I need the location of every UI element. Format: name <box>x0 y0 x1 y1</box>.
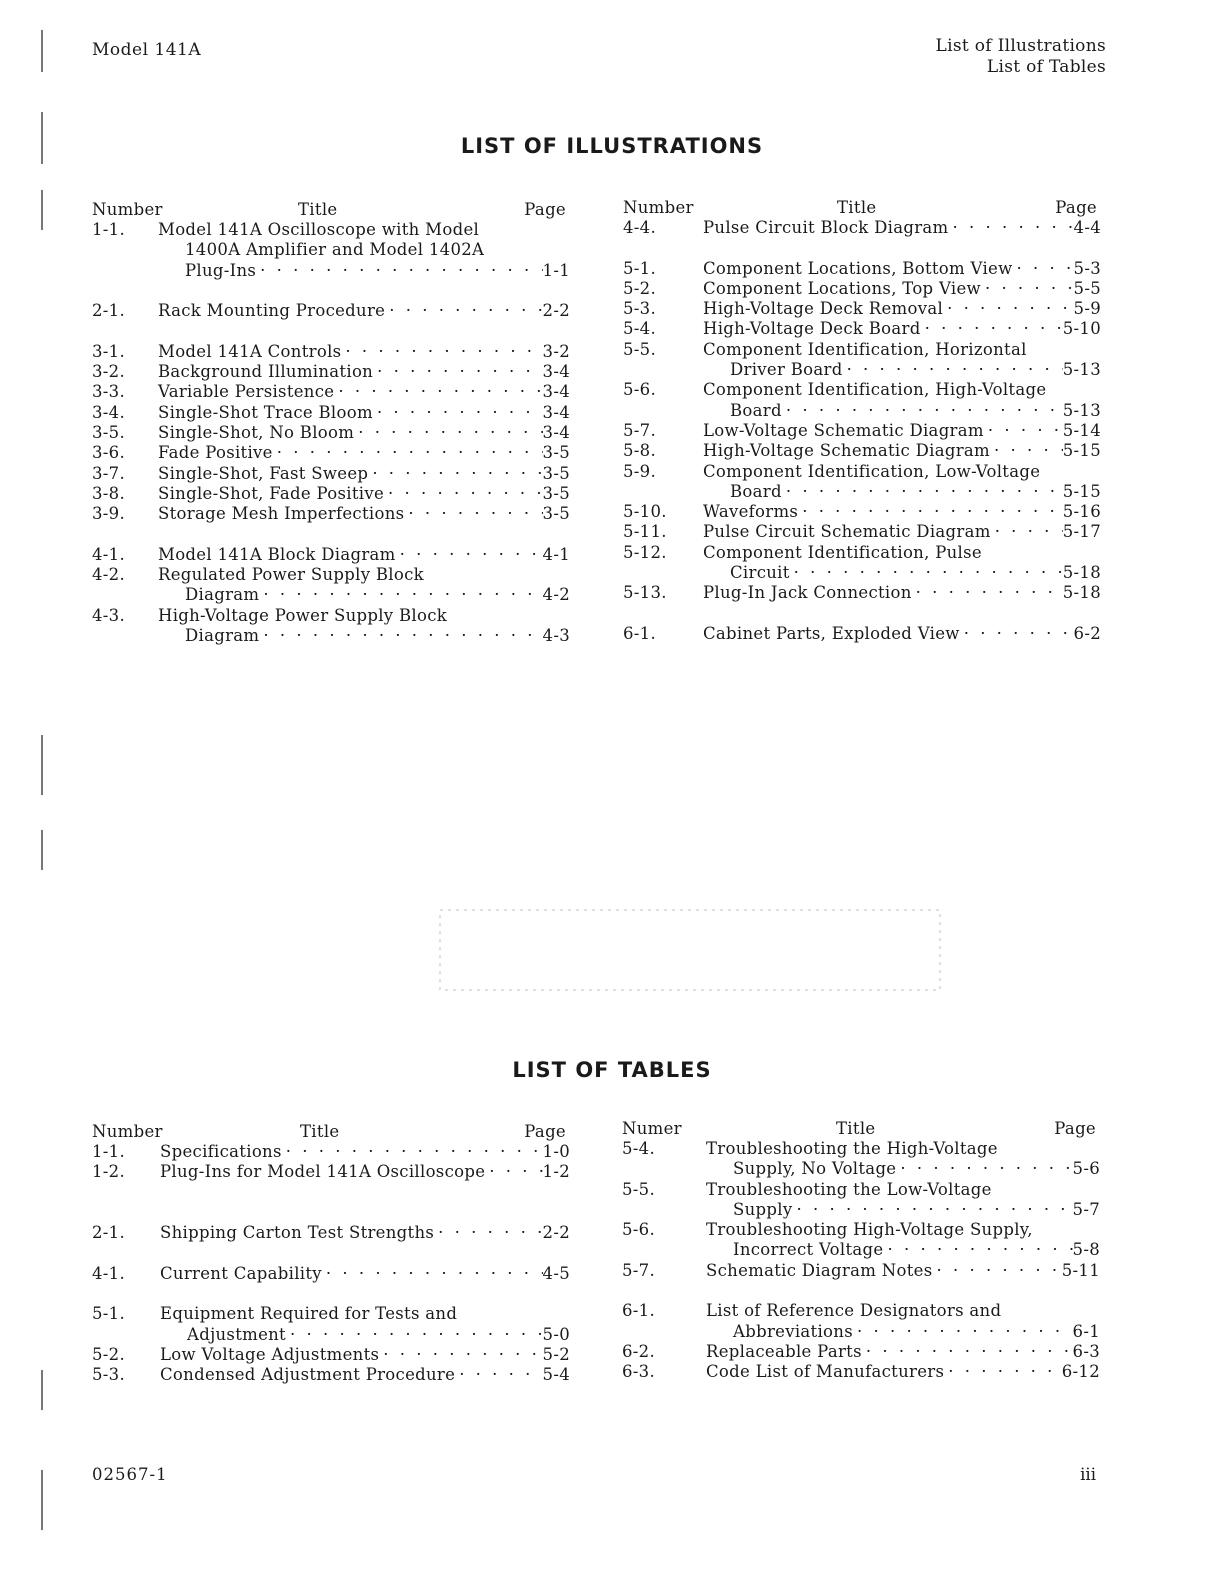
header-page: Page <box>1054 1119 1096 1138</box>
entry-title: Code List of Manufacturers <box>706 1362 945 1382</box>
entry-page: 6-2 <box>1073 623 1101 643</box>
entry-page: 5-4 <box>542 1365 570 1385</box>
list-entry <box>622 1261 1100 1281</box>
dot-leader <box>455 1365 542 1385</box>
entry-page: 5-13 <box>1062 400 1101 420</box>
entry-page: 5-14 <box>1062 420 1101 440</box>
entry-title: Pulse Circuit Block Diagram <box>703 218 949 237</box>
entry-page: 5-17 <box>1062 522 1101 542</box>
entry-page: 5-3 <box>1073 258 1101 278</box>
entry-number: 5-3. <box>623 299 657 319</box>
dot-leader <box>259 626 542 646</box>
entry-title: Adjustment <box>187 1324 286 1344</box>
entry-title: List of Reference Designators and <box>706 1301 1002 1321</box>
dot-leader <box>341 342 542 362</box>
list-entry <box>623 462 1101 503</box>
entry-title: Pulse Circuit Schematic Diagram <box>703 522 991 542</box>
dot-leader <box>981 279 1074 299</box>
entry-number: 5-7. <box>622 1260 656 1280</box>
header-title: Title <box>300 1122 340 1141</box>
entry-page: 5-11 <box>1061 1260 1100 1280</box>
entry-page: 5-9 <box>1073 299 1101 319</box>
dot-leader <box>991 522 1063 542</box>
entry-page: 5-2 <box>542 1344 570 1364</box>
dot-leader <box>949 218 1074 238</box>
dot-leader <box>921 319 1063 339</box>
entry-title: Replaceable Parts <box>706 1341 862 1361</box>
dot-leader <box>1013 259 1074 279</box>
entry-title: Cabinet Parts, Exploded View <box>703 623 960 643</box>
entry-title: Plug-Ins for Model 141A Oscilloscope <box>160 1162 486 1182</box>
entry-number: 5-9. <box>623 461 657 481</box>
list-entry <box>623 522 1101 542</box>
entry-title: High-Voltage Power Supply Block <box>158 605 448 625</box>
dot-leader <box>322 1264 543 1284</box>
entry-title: Supply <box>733 1199 793 1219</box>
entry-title: Troubleshooting High-Voltage Supply, <box>706 1220 1033 1240</box>
entry-number: 5-3. <box>92 1365 126 1385</box>
entry-number: 5-4. <box>622 1139 656 1158</box>
entry-number: 5-1. <box>623 258 657 278</box>
dot-leader <box>379 1345 542 1365</box>
entry-title: Plug-Ins <box>185 260 257 280</box>
column-headers <box>622 1119 1100 1139</box>
list-entry <box>92 342 570 362</box>
entry-page: 3-4 <box>542 422 570 442</box>
entry-number: 4-3. <box>92 605 126 625</box>
dot-leader <box>782 482 1063 502</box>
entry-number: 3-4. <box>92 402 126 422</box>
column-headers <box>623 198 1101 218</box>
entry-number: 3-8. <box>92 483 126 503</box>
dot-leader <box>883 1240 1072 1260</box>
entry-number: 5-2. <box>623 278 657 298</box>
header-page: Page <box>1055 198 1097 217</box>
entry-page: 5-6 <box>1072 1159 1100 1179</box>
entry-title: Component Locations, Bottom View <box>703 258 1013 278</box>
entry-title: Model 141A Block Diagram <box>158 544 396 564</box>
tables-left-column <box>92 1122 570 1386</box>
entry-number: 1-1. <box>92 1142 126 1161</box>
entry-page: 3-5 <box>542 463 570 483</box>
entry-page: 5-7 <box>1072 1199 1100 1219</box>
entry-number: 4-4. <box>623 218 657 237</box>
list-entry <box>92 423 570 443</box>
entry-title: Diagram <box>185 625 260 645</box>
entry-title: Condensed Adjustment Procedure <box>160 1365 456 1385</box>
entry-number: 3-3. <box>92 382 126 402</box>
binder-margin-line <box>41 190 43 230</box>
entry-title: Variable Persistence <box>158 382 335 402</box>
list-entry <box>92 1365 570 1385</box>
dot-leader <box>798 502 1063 522</box>
dot-leader <box>256 261 542 281</box>
entry-title: Regulated Power Supply Block <box>158 565 424 585</box>
entry-page: 3-5 <box>542 443 570 463</box>
entry-title: Component Identification, Low-Voltage <box>703 461 1041 481</box>
list-entry <box>623 299 1101 319</box>
list-entry <box>92 1223 570 1243</box>
illustrations-left-list <box>92 220 570 646</box>
list-entry <box>92 464 570 484</box>
entry-title: Specifications <box>160 1142 282 1161</box>
list-entry <box>622 1301 1100 1342</box>
dot-leader <box>282 1142 543 1162</box>
entry-page: 1-1 <box>542 260 570 280</box>
entry-title: Single-Shot, Fade Positive <box>158 483 385 503</box>
list-entry <box>623 218 1101 238</box>
entry-page: 5-15 <box>1062 481 1101 501</box>
dot-leader <box>373 403 543 423</box>
list-entry <box>92 545 570 565</box>
dot-leader <box>485 1162 542 1182</box>
entry-number: 5-12. <box>623 542 667 562</box>
entry-number: 4-1. <box>92 544 126 564</box>
document-number: 02567-1 <box>92 1465 168 1484</box>
page-number: iii <box>1080 1465 1096 1484</box>
entry-title: Supply, No Voltage <box>733 1159 897 1179</box>
entry-title: High-Voltage Schematic Diagram <box>703 441 990 461</box>
list-entry <box>92 565 570 606</box>
illustrations-left-column <box>92 200 570 646</box>
entry-title: Component Identification, Horizontal <box>703 339 1027 359</box>
dot-leader <box>843 360 1063 380</box>
entry-number: 4-2. <box>92 565 126 585</box>
entry-page: 1-0 <box>542 1142 570 1161</box>
entry-page: 2-2 <box>542 1223 570 1243</box>
entry-page: 3-4 <box>542 402 570 422</box>
entry-title: High-Voltage Deck Removal <box>703 299 944 319</box>
tables-left-list <box>92 1142 570 1386</box>
list-entry <box>622 1220 1100 1261</box>
binder-margin-line <box>41 735 43 795</box>
entry-number: 5-11. <box>623 522 667 542</box>
list-entry <box>623 624 1101 644</box>
entry-page: 5-5 <box>1073 278 1101 298</box>
entry-title: Component Identification, Pulse <box>703 542 982 562</box>
entry-title: Low Voltage Adjustments <box>160 1344 380 1364</box>
list-entry <box>92 1142 570 1162</box>
list-entry <box>623 543 1101 584</box>
tables-right-list <box>622 1139 1100 1383</box>
entry-number: 3-9. <box>92 504 126 524</box>
list-entry <box>92 606 570 647</box>
entry-title: Board <box>730 400 782 420</box>
entry-number: 3-1. <box>92 341 126 361</box>
entry-number: 3-7. <box>92 463 126 483</box>
entry-page: 4-1 <box>542 544 570 564</box>
entry-page: 3-5 <box>542 504 570 524</box>
list-entry <box>92 484 570 504</box>
entry-page: 3-4 <box>542 362 570 382</box>
entry-page: 2-2 <box>542 301 570 321</box>
list-entry <box>622 1362 1100 1382</box>
dot-leader <box>384 484 543 504</box>
entry-number: 5-10. <box>623 502 667 522</box>
entry-title: Background Illumination <box>158 362 374 382</box>
entry-page: 4-2 <box>542 585 570 605</box>
entry-number: 3-6. <box>92 443 126 463</box>
entry-number: 5-6. <box>623 380 657 400</box>
illustrations-title: LIST OF ILLUSTRATIONS <box>460 134 764 158</box>
list-entry <box>623 421 1101 441</box>
list-entry <box>92 301 570 321</box>
entry-title: Single-Shot, No Bloom <box>158 422 355 442</box>
dot-leader <box>368 464 542 484</box>
entry-title: Board <box>730 481 782 501</box>
entry-page: 3-5 <box>542 483 570 503</box>
entry-title: Incorrect Voltage <box>733 1240 884 1260</box>
dot-leader <box>434 1223 542 1243</box>
column-headers <box>92 200 570 220</box>
list-entry <box>623 259 1101 279</box>
illustrations-right-column <box>623 198 1101 644</box>
entry-page: 5-13 <box>1062 360 1101 380</box>
entry-page: 5-18 <box>1062 583 1101 603</box>
entry-page: 5-0 <box>542 1324 570 1344</box>
list-entry <box>92 504 570 524</box>
entry-number: 4-1. <box>92 1263 126 1283</box>
entry-number: 3-2. <box>92 362 126 382</box>
list-entry <box>622 1139 1100 1180</box>
entry-title: Single-Shot Trace Bloom <box>158 402 373 422</box>
entry-title: Storage Mesh Imperfections <box>158 504 405 524</box>
entry-number: 1-1. <box>92 220 126 239</box>
dot-leader <box>943 299 1073 319</box>
dot-leader <box>273 443 543 463</box>
entry-title: Model 141A Controls <box>158 341 342 361</box>
binder-margin-line <box>41 30 43 72</box>
dot-leader <box>932 1261 1061 1281</box>
column-headers <box>92 1122 570 1142</box>
entry-number: 5-8. <box>623 441 657 461</box>
entry-number: 3-5. <box>92 422 126 442</box>
entry-number: 6-1. <box>622 1301 656 1321</box>
list-entry <box>623 279 1101 299</box>
entry-number: 6-1. <box>623 623 657 643</box>
list-entry <box>92 1345 570 1365</box>
entry-title: Single-Shot, Fast Sweep <box>158 463 369 483</box>
entry-title: High-Voltage Deck Board <box>703 319 921 339</box>
illustrations-right-list <box>623 218 1101 644</box>
entry-page: 4-4 <box>1073 218 1101 237</box>
list-entry <box>92 362 570 382</box>
dot-leader <box>944 1362 1061 1382</box>
entry-title: Current Capability <box>160 1263 322 1283</box>
dot-leader <box>862 1342 1073 1362</box>
dot-leader <box>984 421 1063 441</box>
dot-leader <box>990 441 1063 461</box>
binder-margin-line <box>41 830 43 870</box>
entry-title: Diagram <box>185 585 260 605</box>
entry-page: 5-18 <box>1062 563 1101 583</box>
entry-number: 5-6. <box>622 1220 656 1240</box>
entry-page: 4-5 <box>542 1263 570 1283</box>
entry-title: 1400A Amplifier and Model 1402A <box>185 240 485 260</box>
entry-number: 1-2. <box>92 1162 126 1182</box>
entry-number: 5-7. <box>623 420 657 440</box>
header-page: Page <box>524 200 566 219</box>
header-section-labels <box>936 36 1106 78</box>
entry-number: 2-1. <box>92 301 126 321</box>
entry-page: 1-2 <box>542 1162 570 1182</box>
header-list-of-illustrations: List of Illustrations <box>935 36 1106 56</box>
entry-title: Abbreviations <box>733 1321 853 1341</box>
dot-leader <box>373 362 542 382</box>
dot-leader <box>960 624 1074 644</box>
dot-leader <box>354 423 542 443</box>
entry-number: 5-4. <box>623 319 657 339</box>
dot-leader <box>404 504 542 524</box>
dot-leader <box>259 585 542 605</box>
entry-page: 3-2 <box>542 341 570 361</box>
entry-page: 5-15 <box>1062 441 1101 461</box>
header-number: Number <box>92 1122 163 1141</box>
header-number: Number <box>623 198 694 217</box>
entry-page: 5-8 <box>1072 1240 1100 1260</box>
tables-right-column <box>622 1119 1100 1383</box>
list-entry <box>92 382 570 402</box>
entry-title: Waveforms <box>703 502 799 522</box>
dot-leader <box>782 401 1063 421</box>
entry-title: Schematic Diagram Notes <box>706 1260 933 1280</box>
entry-title: Rack Mounting Procedure <box>158 301 386 321</box>
entry-page: 3-4 <box>542 382 570 402</box>
list-entry <box>623 441 1101 461</box>
list-entry <box>92 220 570 281</box>
list-entry <box>92 443 570 463</box>
header-title: Title <box>298 200 338 219</box>
entry-number: 6-2. <box>622 1341 656 1361</box>
faint-stamp-mark <box>430 900 950 1000</box>
dot-leader <box>790 563 1063 583</box>
entry-number: 5-13. <box>623 583 667 603</box>
tables-title: LIST OF TABLES <box>512 1058 712 1082</box>
entry-title: Circuit <box>730 563 790 583</box>
dot-leader <box>396 545 543 565</box>
header-number: Numer <box>622 1119 682 1138</box>
list-entry <box>623 380 1101 421</box>
header-list-of-tables: List of Tables <box>986 57 1106 77</box>
list-entry <box>92 1162 570 1182</box>
binder-margin-line <box>41 1370 43 1410</box>
entry-number: 2-1. <box>92 1223 126 1243</box>
header-page: Page <box>524 1122 566 1141</box>
entry-number: 5-2. <box>92 1344 126 1364</box>
binder-margin-line <box>41 1470 43 1530</box>
entry-number: 5-5. <box>622 1179 656 1199</box>
entry-title: Low-Voltage Schematic Diagram <box>703 420 984 440</box>
entry-title: Troubleshooting the High-Voltage <box>706 1139 998 1158</box>
dot-leader <box>385 301 542 321</box>
header-title: Title <box>837 198 877 217</box>
dot-leader <box>912 583 1063 603</box>
entry-number: 5-5. <box>623 339 657 359</box>
dot-leader <box>286 1325 543 1345</box>
list-entry <box>623 502 1101 522</box>
header-model: Model 141A <box>92 40 202 60</box>
entry-title: Component Identification, High-Voltage <box>703 380 1047 400</box>
entry-page: 6-12 <box>1061 1362 1100 1382</box>
list-entry <box>623 583 1101 603</box>
entry-title: Component Locations, Top View <box>703 278 981 298</box>
list-entry <box>92 403 570 423</box>
header-title: Title <box>836 1119 876 1138</box>
entry-page: 4-3 <box>542 625 570 645</box>
entry-page: 5-16 <box>1062 502 1101 522</box>
entry-title: Driver Board <box>730 360 843 380</box>
list-entry <box>623 340 1101 381</box>
list-entry <box>92 1304 570 1345</box>
dot-leader <box>792 1200 1072 1220</box>
list-entry <box>92 1264 570 1284</box>
dot-leader <box>896 1159 1072 1179</box>
header-number: Number <box>92 200 163 219</box>
list-entry <box>622 1342 1100 1362</box>
entry-title: Plug-In Jack Connection <box>703 583 912 603</box>
dot-leader <box>853 1322 1073 1342</box>
entry-title: Shipping Carton Test Strengths <box>160 1223 435 1243</box>
entry-page: 5-10 <box>1062 319 1101 339</box>
entry-title: Equipment Required for Tests and <box>160 1304 458 1324</box>
entry-page: 6-3 <box>1072 1341 1100 1361</box>
dot-leader <box>334 382 542 402</box>
entry-number: 5-1. <box>92 1304 126 1324</box>
list-entry <box>623 319 1101 339</box>
list-entry <box>622 1180 1100 1221</box>
entry-title: Model 141A Oscilloscope with Model <box>158 220 480 239</box>
entry-title: Fade Positive <box>158 443 273 463</box>
entry-number: 6-3. <box>622 1362 656 1382</box>
entry-page: 6-1 <box>1072 1321 1100 1341</box>
entry-title: Troubleshooting the Low-Voltage <box>706 1179 992 1199</box>
